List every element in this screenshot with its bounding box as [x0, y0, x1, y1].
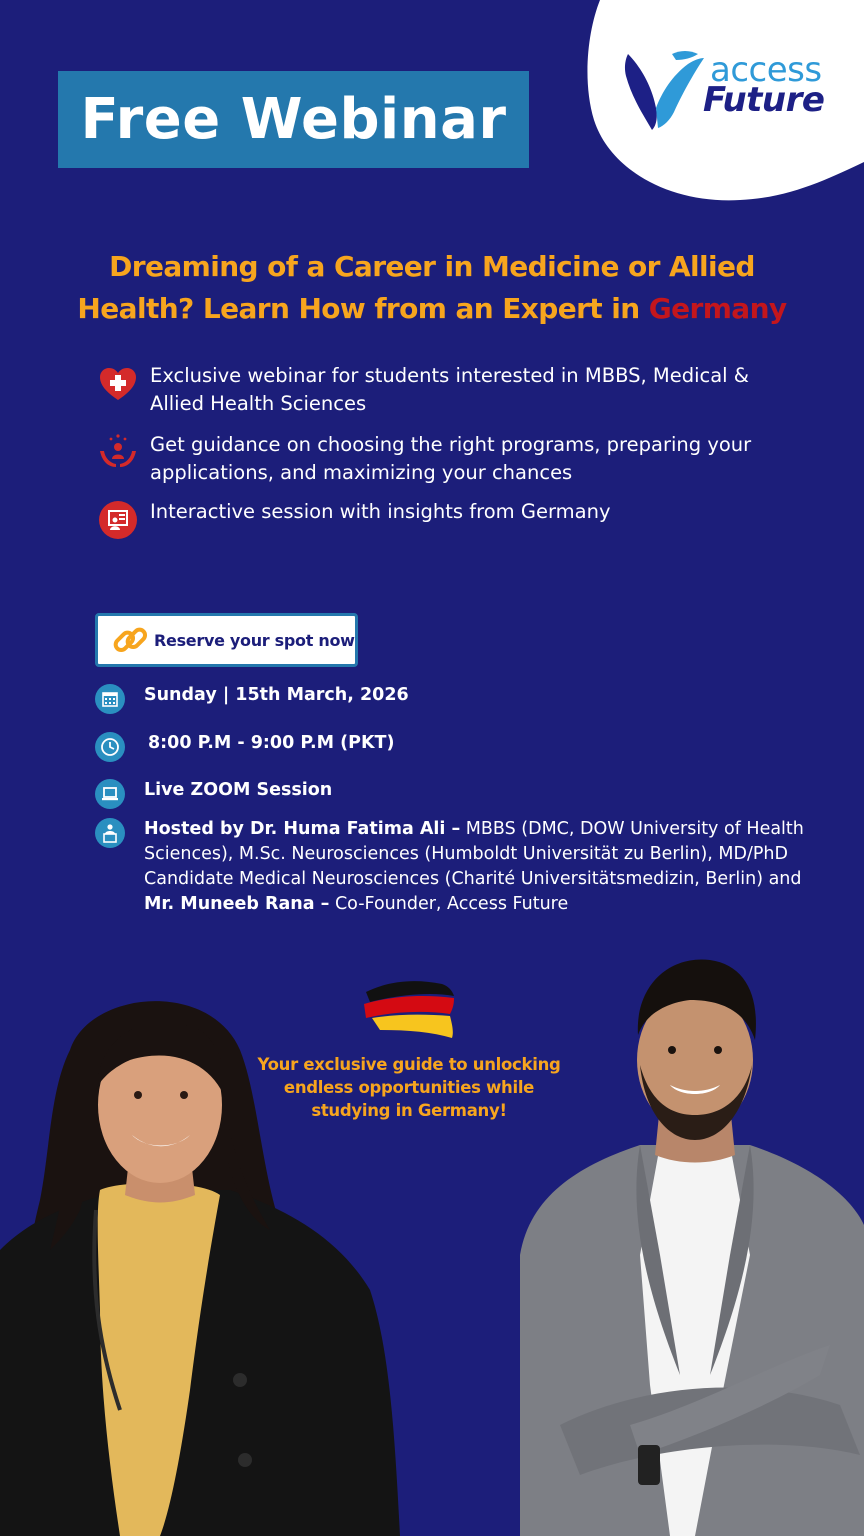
brand-name-access: access: [710, 50, 822, 90]
speaker-podium-icon: [95, 818, 125, 848]
headline-line-2: [40, 288, 824, 330]
event-time: 8:00 P.M - 9:00 P.M (PKT): [148, 733, 395, 753]
host-primary: Hosted by Dr. Huma Fatima Ali –: [144, 819, 461, 839]
headline-line-1: Dreaming of a Career in Medicine or Allied: [109, 250, 755, 283]
heart-plus-icon: [96, 362, 140, 406]
link-icon: [110, 620, 150, 660]
headline: [40, 246, 824, 330]
calendar-icon: [95, 684, 125, 714]
detail-date: [95, 683, 409, 714]
bullet-item: [96, 362, 796, 418]
presentation-icon: [96, 498, 140, 542]
host-photo-left: [0, 990, 400, 1536]
bullet-item: [96, 498, 796, 542]
clock-icon: [95, 732, 125, 762]
detail-host: [95, 817, 815, 917]
bullet-text: Interactive session with insights from Germany: [150, 500, 611, 523]
reserve-spot-label: Reserve your spot now: [154, 630, 355, 650]
reserve-spot-button[interactable]: [95, 613, 358, 667]
host-credentials: MBBS (DMC, DOW University of Health Sciences), M.Sc. Neurosciences (Humboldt Universität zu Berlin), MD/PhD Candidate Medical Neurosciences (Charité Universitätsmedizin, Berlin) and: [144, 819, 804, 889]
host-photo-right: [520, 955, 864, 1536]
tagline: Your exclusive guide to unlocking endless opportunities while studying in Germany!: [257, 1055, 561, 1120]
host-secondary-role: Co-Founder, Access Future: [329, 894, 569, 914]
title-banner: [58, 71, 529, 168]
event-date: Sunday | 15th March, 2026: [144, 685, 409, 705]
headline-highlight: Germany: [648, 292, 787, 325]
bullet-item: [96, 431, 796, 487]
brand-name-future: Future: [703, 80, 825, 120]
helping-hands-icon: [96, 431, 140, 475]
detail-time: [95, 731, 394, 762]
laptop-icon: [95, 779, 125, 809]
access-future-logo-icon: [622, 46, 704, 130]
headline-line-2-text: Health? Learn How from an Expert in: [77, 292, 649, 325]
host-description: [144, 817, 804, 917]
detail-platform: [95, 778, 332, 809]
bullet-text: Get guidance on choosing the right programs, preparing your applications, and maximizing your chances: [150, 433, 752, 484]
host-secondary: Mr. Muneeb Rana –: [144, 894, 330, 914]
bullet-text: Exclusive webinar for students interested in MBBS, Medical & Allied Health Sciences: [150, 364, 749, 415]
event-platform: Live ZOOM Session: [144, 780, 333, 800]
page-title: Free Webinar: [80, 87, 507, 152]
